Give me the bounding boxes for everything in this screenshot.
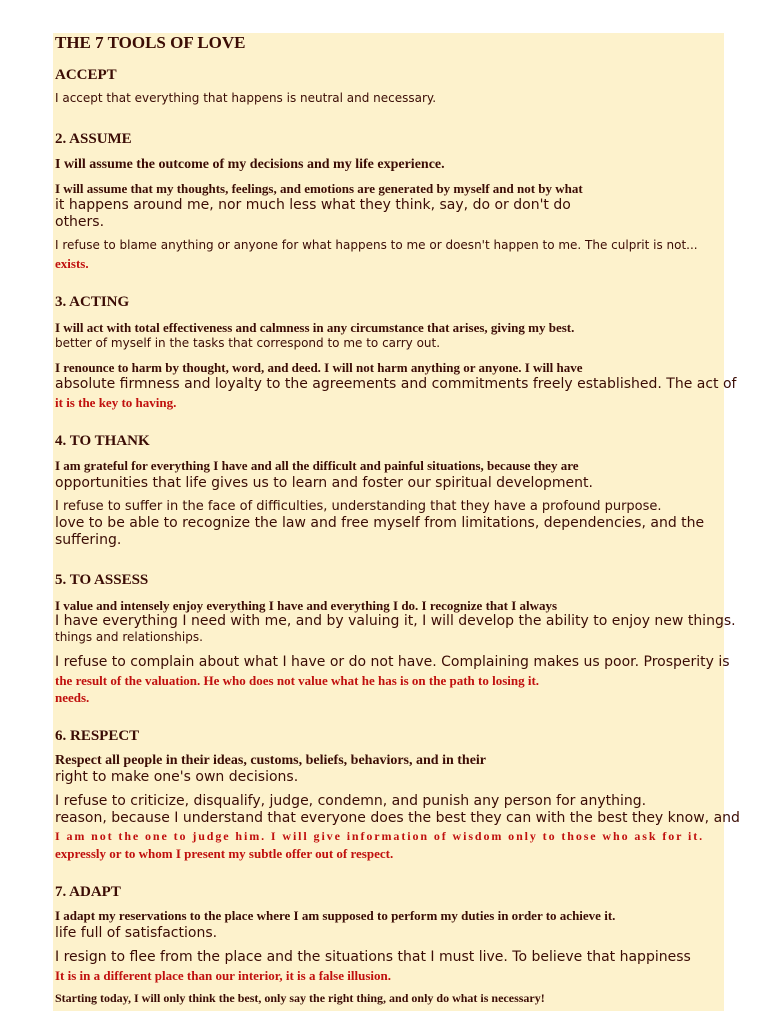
acting-line-5: it is the key to having. bbox=[55, 395, 177, 410]
thank-line-5: suffering. bbox=[55, 532, 122, 548]
acting-line-2: better of myself in the tasks that correspond to me to carry out. bbox=[55, 336, 441, 350]
adapt-line-2: life full of satisfactions. bbox=[55, 925, 218, 941]
respect-line-6: expressly or to whom I present my subtle offer out of respect. bbox=[55, 846, 394, 861]
assess-line-4: I refuse to complain about what I have or do not have. Complaining makes us poor. Prosperity is bbox=[55, 654, 730, 670]
heading-acting: 3. ACTING bbox=[55, 294, 130, 310]
thank-line-3: I refuse to suffer in the face of difficulties, understanding that they have a profound purpose. bbox=[55, 499, 662, 514]
respect-line-5: I am not the one to judge him. I will give information of wisdom only to those who ask for it. bbox=[55, 829, 705, 843]
acting-line-1: I will act with total effectiveness and calmness in any circumstance that arises, giving my best. bbox=[55, 320, 575, 335]
adapt-line-3: I resign to flee from the place and the situations that I must live. To believe that happiness bbox=[55, 949, 691, 965]
assess-line-1: I value and intensely enjoy everything I have and everything I do. I recognize that I always bbox=[55, 598, 558, 613]
respect-line-3: I refuse to criticize, disqualify, judge, condemn, and punish any person for anything. bbox=[55, 793, 647, 809]
respect-line-2: right to make one's own decisions. bbox=[55, 769, 299, 785]
assess-line-3: things and relationships. bbox=[55, 630, 203, 644]
accept-line-1: I accept that everything that happens is neutral and necessary. bbox=[55, 91, 437, 105]
assess-line-5: the result of the valuation. He who does not value what he has is on the path to losing it. bbox=[55, 673, 540, 688]
heading-respect: 6. RESPECT bbox=[55, 728, 140, 744]
assume-line-3: it happens around me, nor much less what they think, say, do or don't do bbox=[55, 197, 571, 213]
adapt-line-5: Starting today, I will only think the best, only say the right thing, and only do what is necessary! bbox=[55, 991, 545, 1005]
heading-assess: 5. TO ASSESS bbox=[55, 572, 149, 588]
thank-line-4: love to be able to recognize the law and free myself from limitations, dependencies, and the bbox=[55, 515, 705, 531]
assess-line-6: needs. bbox=[55, 690, 90, 705]
heading-assume: 2. ASSUME bbox=[55, 131, 132, 147]
assume-line-5: I refuse to blame anything or anyone for what happens to me or doesn't happen to me. The culprit is not... bbox=[55, 238, 698, 252]
assume-line-6: exists. bbox=[55, 256, 89, 271]
thank-line-1: I am grateful for everything I have and all the difficult and painful situations, because they are bbox=[55, 458, 579, 473]
respect-line-1: Respect all people in their ideas, customs, beliefs, behaviors, and in their bbox=[55, 753, 487, 768]
thank-line-2: opportunities that life gives us to learn and foster our spiritual development. bbox=[55, 475, 593, 491]
page-title: THE 7 TOOLS OF LOVE bbox=[55, 33, 246, 52]
respect-line-4: reason, because I understand that everyone does the best they can with the best they know, and bbox=[55, 810, 740, 826]
heading-accept: ACCEPT bbox=[55, 67, 117, 83]
assume-line-4: others. bbox=[55, 214, 105, 230]
assume-line-2: I will assume that my thoughts, feelings, and emotions are generated by myself and not by what bbox=[55, 181, 583, 196]
adapt-line-4: It is in a different place than our interior, it is a false illusion. bbox=[55, 968, 391, 983]
assess-line-2: I have everything I need with me, and by valuing it, I will develop the ability to enjoy new things. bbox=[55, 613, 736, 629]
heading-adapt: 7. ADAPT bbox=[55, 884, 121, 900]
acting-line-3: I renounce to harm by thought, word, and deed. I will not harm anything or anyone. I will have bbox=[55, 360, 583, 375]
adapt-line-1: I adapt my reservations to the place where I am supposed to perform my duties in order to achieve it. bbox=[55, 908, 616, 923]
acting-line-4: absolute firmness and loyalty to the agreements and commitments freely established. The act of bbox=[55, 376, 737, 392]
assume-line-1: I will assume the outcome of my decisions and my life experience. bbox=[55, 157, 445, 172]
heading-thank: 4. TO THANK bbox=[55, 433, 150, 449]
